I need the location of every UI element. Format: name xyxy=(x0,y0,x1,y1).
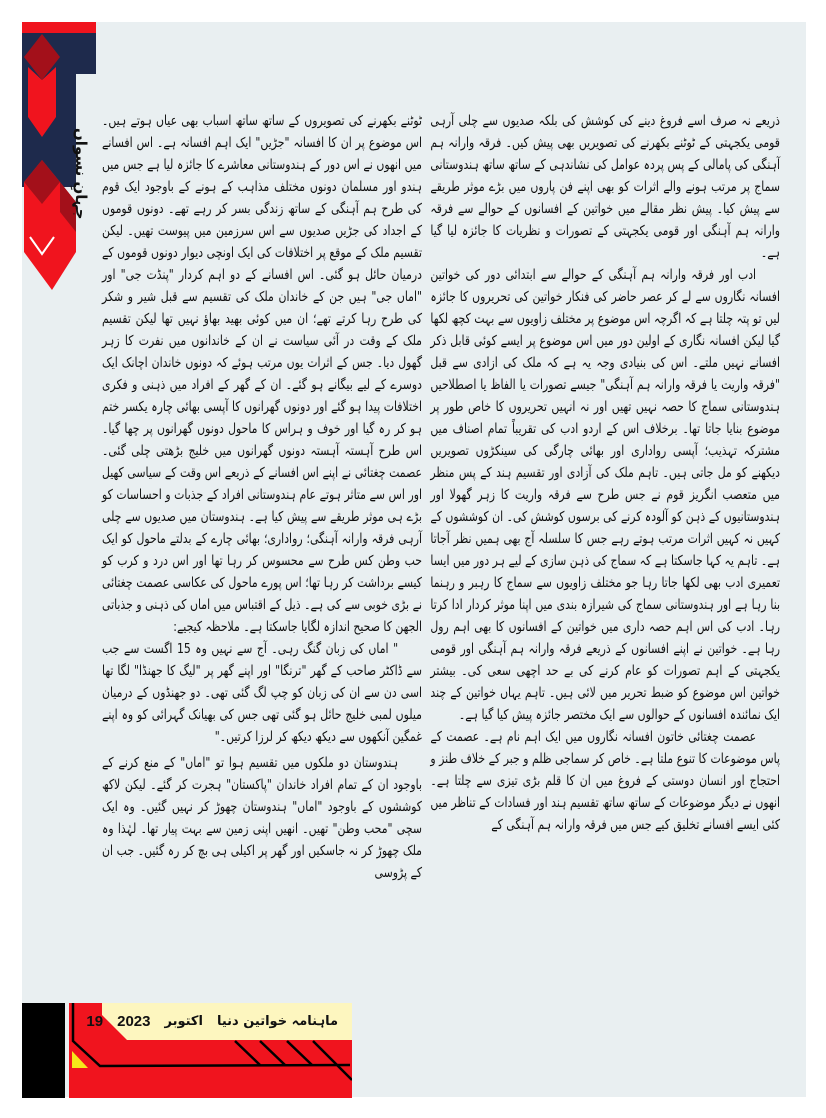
footer-info xyxy=(86,1013,338,1030)
article-column-left xyxy=(102,110,422,884)
corner-ornament xyxy=(22,22,102,297)
paragraph: عصمت چغتائی خاتون افسانہ نگاروں میں ایک اہم نام ہے۔ عصمت کے پاس موضوعات کا تنوع ملتا ہے۔ خاص کر سماجی ظلم و جبر کے خلاف طنز و احتجاج اور انسان دوستی کے فروغ میں ان کا قلم بڑی تیزی سے چلتا ہے۔ انھوں نے دیگر موضوعات کے ساتھ ساتھ تقسیم ہند اور فسادات کے تناظر میں کئی ایسے افسانے تخلیق کیے جس میں فرقہ وارانہ ہم آہنگی کے xyxy=(430,729,780,833)
page-number: 19 xyxy=(86,1013,104,1030)
quotation: " اماں کی زبان گنگ رہی۔ آج سے نہیں وہ 15 اگست سے جب سے ڈاکٹر صاحب کے گھر "ترنگا" اور اپنے گھر پر "لیگ کا جھنڈا" لگا تھا اسی دن سے ان کی زبان کو چپ لگ گئی تھی۔ دو جھنڈوں کے درمیان میلوں لمبی خلیج حائل ہو گئی تھی جس کی بھیانک گہرائی کو وہ اپنے غمگین آنکھوں سے دیکھ دیکھ کر لرزا کرتیں۔" xyxy=(102,641,422,745)
issue-year: 2023 xyxy=(117,1013,151,1030)
issue-month: اکتوبر xyxy=(164,1014,203,1029)
article-column-right xyxy=(430,110,780,836)
magazine-name: ماہنامہ خواتین دنیا xyxy=(216,1014,338,1029)
paragraph: ہندوستان دو ملکوں میں تقسیم ہوا تو "اماں" کے منع کرنے کے باوجود ان کے تمام افراد خاندان "پاکستان" ہجرت کر گئے۔ لیکن لاکھ کوششوں کے باوجود "اماں" ہندوستان چھوڑ کر نہیں گئیں۔ وہ ایک سچی "محب وطن" تھیں۔ انھیں اپنی زمین سے بہت پیار تھا۔ لہٰذا وہ ملک چھوڑ کر نہ جاسکیں اور گھر پر اکیلی ہی بچ کر رہ گئیں۔ جب ان کے پڑوسی xyxy=(102,755,422,881)
section-label: جہانِ نسواں xyxy=(72,128,90,220)
paragraph: ٹوٹنے بکھرنے کی تصویروں کے ساتھ ساتھ اسباب بھی عیاں ہوتے ہیں۔ اس موضوع پر ان کا افسانہ "جڑیں" ایک اہم افسانہ ہے۔ اس افسانے میں انھوں نے اس دور کے ہندوستانی معاشرے کا جائزہ لیا ہے جس میں ہندو اور مسلمان دونوں مختلف مذاہب کے ہونے کے باوجود ایک قوم کی طرح ہم آہنگی کے ساتھ زندگی بسر کر رہے تھے۔ دونوں قوموں کے اجداد کی جڑیں صدیوں سے اس سرزمین میں پیوست تھیں۔ لیکن تقسیم ملک کے موقع پر اختلافات کی ایک اونچی دیوار دونوں قوموں کے درمیان حائل ہو گئی۔ اس افسانے کے دو اہم کردار "پنڈت جی" اور "اماں جی" ہیں جن کے خاندان ملک کی تقسیم سے قبل شیر و شکر کی طرح رہا کرتے تھے؛ ان میں کوئی بھید بھاؤ نہیں تھا لیکن تقسیم ملک کے وقت در آئی سیاست نے ان کے خاندانوں میں نفرت کا زہر گھول دیا۔ جس کے اثرات یوں مرتب ہوئے کہ دونوں خاندان اچانک ایک دوسرے کے لیے بیگانے ہو گئے۔ ان کے گھر کے افراد میں ذہنی و فکری اختلافات پیدا ہو گئے اور دونوں گھرانوں کا آپسی بھائی چارہ یکسر ختم ہو کر رہ گیا اور خوف و ہراس کا ماحول دونوں گھرانوں پر چھا گیا۔ اس طرح آہستہ آہستہ دونوں گھرانوں میں خلیج بڑھتی چلی گئی۔ عصمت چغتائی نے اپنے اس افسانے کے ذریعے اس وقت کے سیاسی کھیل اور اس سے متاثر ہوتے عام ہندوستانی افراد کے جذبات و احساسات کو بڑے ہی موثر طریقے سے پیش کیا ہے۔ ہندوستان میں صدیوں سے چلی آرہی فرقہ وارانہ آہنگی؛ رواداری؛ بھائی چارے کے بدلتے ماحول کو ایک حب وطن کس طرح سے محسوس کر رہا تھا اور اس درد و کرب کو کیسے برداشت کر رہا تھا؛ اس پورے ماحول کی عکاسی عصمت چغتائی نے بڑی خوبی سے کی ہے۔ ذیل کے اقتباس میں اماں کی ذہنی و جذباتی الجھن کا صحیح اندازہ لگایا جاسکتا ہے۔ ملاحظہ کیجیے: xyxy=(102,113,422,635)
paragraph: ادب اور فرقہ وارانہ ہم آہنگی کے حوالے سے ابتدائی دور کی خواتین افسانہ نگاروں سے لے کر عصر حاضر کی فنکار خواتین کی تحریروں کا جائزہ لیں تو پتہ چلتا ہے کہ اگرچہ اس موضوع پر مختلف زاویوں سے بہت کچھ لکھا گیا لیکن افسانہ نگاری کے اولین دور میں اس موضوع پر ایسے کوئی قابل ذکر افسانے نہیں ملتے۔ اس کی بنیادی وجہ یہ ہے کہ ملک کی ازادی سے قبل "فرقہ واریت یا فرقہ وارانہ ہم آہنگی" جیسے تصورات یا الفاظ یا اصطلاحیں ہندوستانی سماج کا حصہ نہیں تھیں اور نہ انہیں تحریروں کا خاص طور پر موضوع بنایا جاتا تھا۔ برخلاف اس کے اردو ادب کی تقریباً تمام اصناف میں مشترکہ تہذیب؛ آپسی رواداری اور بھائی چارگی کی سینکڑوں تصویریں دیکھنے کو مل جاتی ہیں۔ تاہم ملک کی آزادی اور تقسیم ہند کے پس منظر میں متعصب انگریز قوم نے جس طرح سے فرقہ واریت کا زہر گھولا اور ہندوستانیوں کے ذہن کو آلودہ کرنے کی برسوں کوشش کی۔ ان کوششوں کے کہیں نہ کہیں اثرات مرتب ہوتے رہے جس کا سلسلہ آج بھی ہمیں نظر آجاتا ہے۔ تاہم یہ کہا جاسکتا ہے کہ سماج کی ذہن سازی کے لیے ہر دور میں ایسا تعمیری ادب بھی لکھا جاتا رہا جو مختلف زاویوں سے سماج کا رہبر و رہنما بنا رہا ہے اور ہندوستانی سماج کی شیرازہ بندی میں اپنا موثر کردار ادا کرتا رہا۔ ادب کی اس اہم حصہ داری میں خواتین کے افسانوں کا بھی اہم رول رہا ہے۔ خواتین نے اپنے افسانوں کے ذریعے فرقہ وارانہ ہم آہنگی اور قومی یکجہتی کے اہم تصورات کو عام کرنے کی بے حد اچھی سعی کی۔ بیشتر خواتین اس موضوع کو ضبط تحریر میں لائی ہیں۔ تاہم یہاں خواتین کے چند ایک نمائندہ افسانوں کے حوالوں سے ایک مختصر جائزہ پیش کیا گیا ہے۔ xyxy=(430,267,780,723)
paragraph: ذریعے نہ صرف اسے فروغ دینے کی کوشش کی بلکہ صدیوں سے چلی آرہی قومی یکجہتی کے ٹوٹنے بکھرنے کی تصویریں بھی پیش کیں۔ فرقہ وارانہ ہم آہنگی کی پامالی کے پس پردہ عوامل کی نشاندہی کے ساتھ ساتھ ہندوستانی سماج پر مرتب ہونے والے اثرات کو بھی اپنے فن پاروں میں بڑے موثر طریقے سے پیش کیا۔ پیش نظر مقالے میں خواتین کے افسانوں کے حوالے سے فرقہ وارانہ ہم آہنگی اور قومی یکجہتی کے تصورات و نظریات کا جائزہ لیا گیا ہے۔ xyxy=(430,113,780,261)
